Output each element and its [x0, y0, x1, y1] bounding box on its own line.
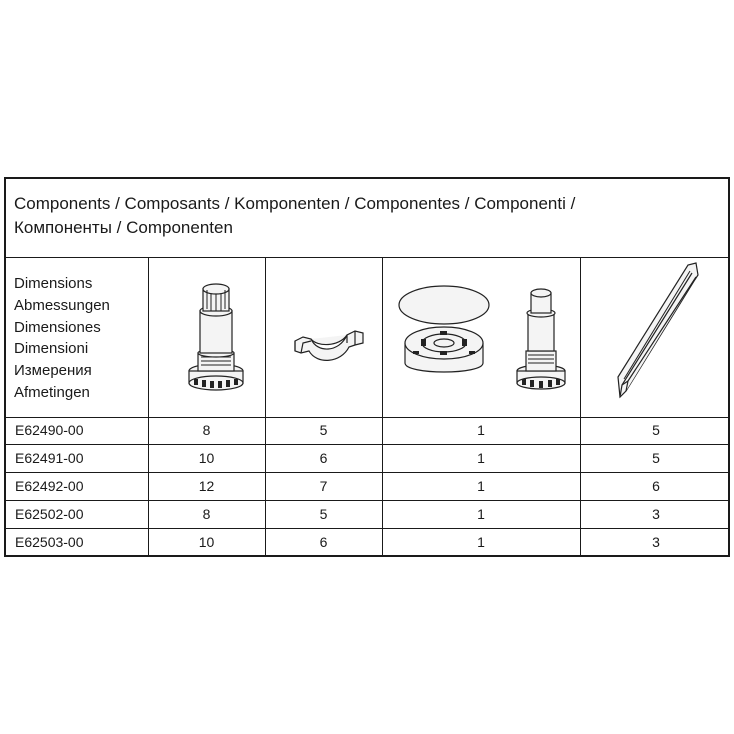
- dimensions-label: Dimensiones: [14, 318, 101, 336]
- qty-cell: 1: [477, 450, 485, 466]
- dimensions-label: Dimensioni: [14, 340, 89, 358]
- qty-cell: 1: [477, 534, 485, 550]
- qty-cell: 3: [652, 534, 660, 550]
- dimensions-label: Dimensions: [14, 275, 93, 292]
- dimensions-label: Abmessungen: [14, 296, 110, 314]
- table-title: [6, 179, 728, 258]
- qty-cell: 8: [202, 422, 211, 438]
- qty-cell: 5: [652, 422, 660, 438]
- qty-cell: 5: [652, 450, 660, 466]
- title-line-1: Components / Composants / Komponenten / Componentes / Componenti /: [14, 194, 576, 213]
- product-code: E62492-00: [15, 478, 84, 494]
- dimensions-label: Afmetingen: [14, 383, 90, 401]
- adjustable-foot-icon: [181, 279, 251, 397]
- qty-cell: 3: [652, 506, 660, 522]
- qty-cell: 8: [202, 506, 211, 522]
- qty-cell: 6: [319, 450, 328, 466]
- qty-cell: 10: [198, 450, 215, 466]
- product-code: E62503-00: [15, 534, 84, 550]
- qty-cell: 1: [477, 506, 485, 522]
- product-code: E62502-00: [15, 506, 84, 522]
- title-line-2: Компоненты / Componenten: [14, 218, 233, 237]
- qty-cell: 7: [319, 478, 328, 494]
- qty-cell: 6: [652, 478, 660, 494]
- dimensions-label: Измерения: [14, 362, 92, 380]
- base-plate-set-icon: [391, 279, 571, 399]
- qty-cell: 10: [198, 534, 215, 550]
- qty-cell: 5: [319, 506, 328, 522]
- clip-bracket-icon: [289, 319, 369, 369]
- qty-cell: 1: [477, 422, 485, 438]
- rail-profile-icon: [612, 259, 722, 409]
- product-code: E62490-00: [15, 422, 84, 438]
- dimensions-labels: [14, 273, 110, 404]
- components-table: [4, 177, 730, 557]
- qty-cell: 5: [319, 422, 328, 438]
- qty-cell: 12: [198, 478, 215, 494]
- qty-cell: 6: [319, 534, 328, 550]
- qty-cell: 1: [477, 478, 485, 494]
- product-code: E62491-00: [15, 450, 84, 466]
